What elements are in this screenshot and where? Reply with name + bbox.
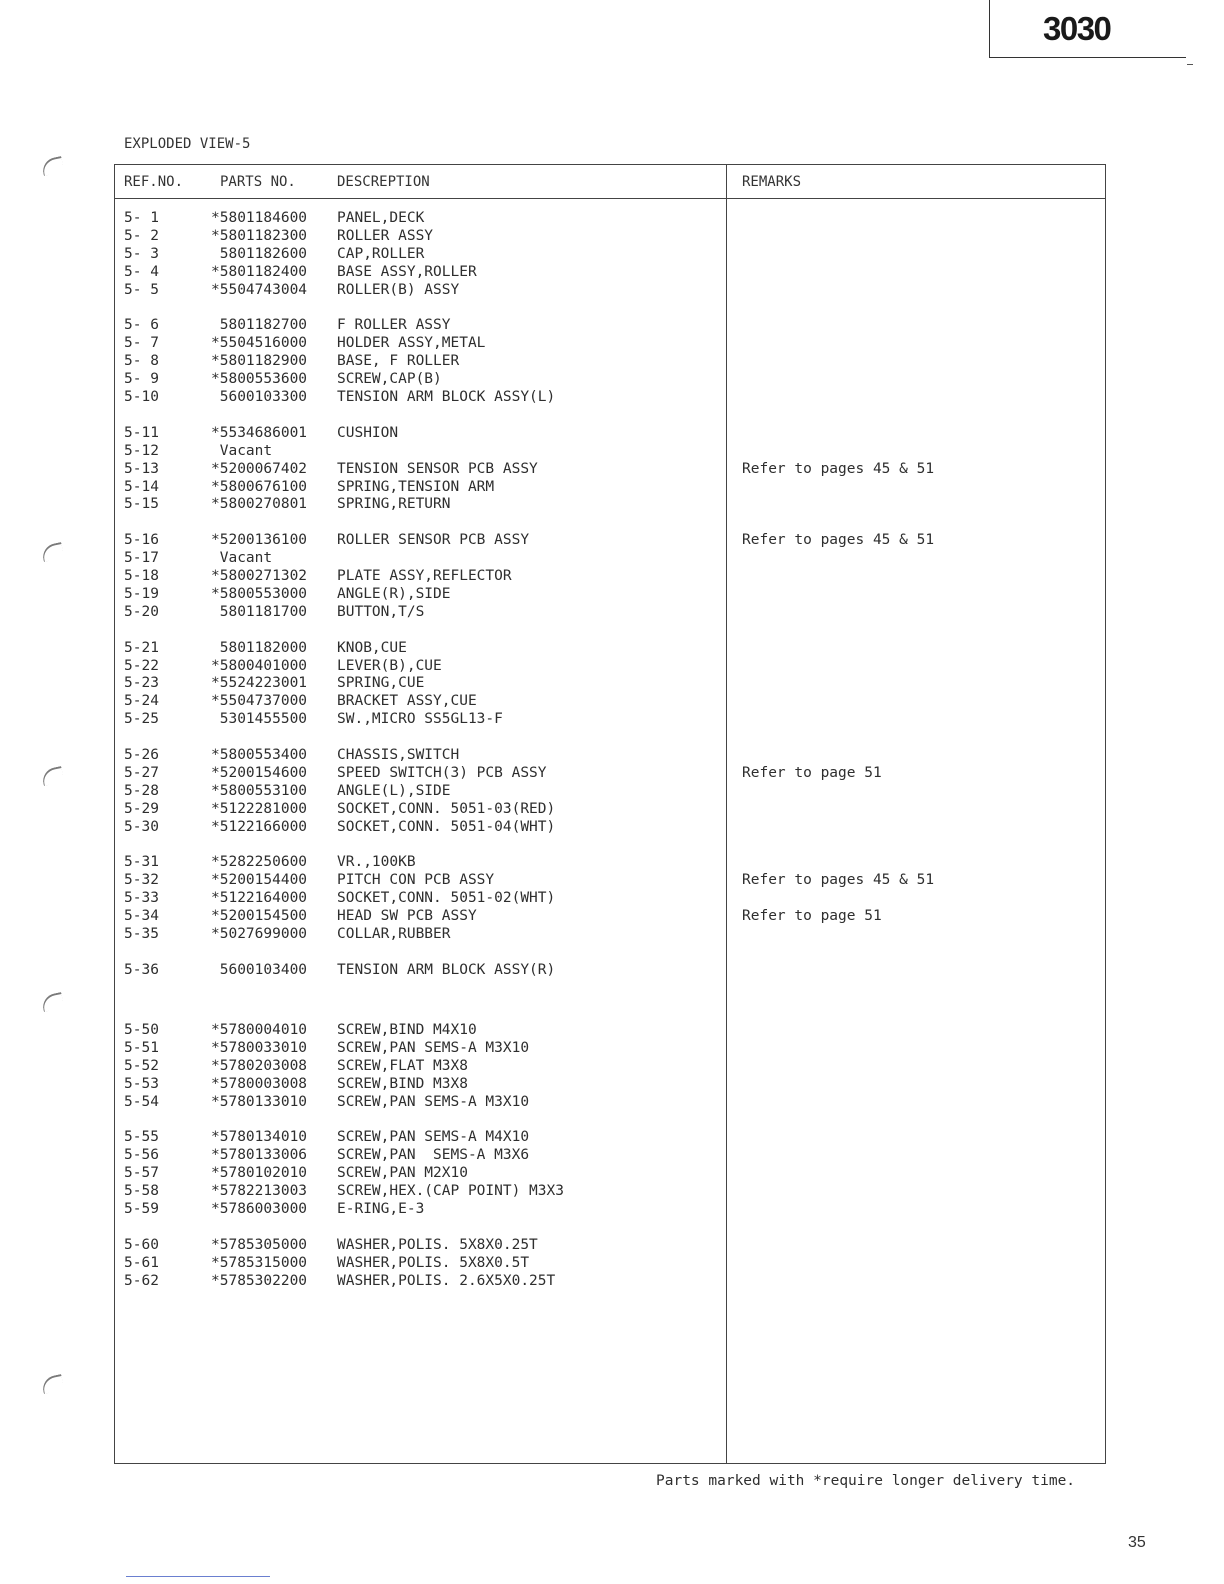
description-cell: HOLDER ASSY,METAL	[337, 335, 486, 352]
part-number-cell: *5800271302	[211, 568, 308, 584]
table-row	[115, 1236, 1105, 1254]
ref-cell: 5- 4	[124, 263, 159, 280]
binder-hole-mark	[41, 156, 65, 176]
ref-cell: 5-32	[124, 872, 159, 889]
table-row	[115, 1039, 1105, 1057]
description-cell: SPRING,CUE	[337, 675, 425, 692]
binder-hole-mark	[41, 1374, 65, 1394]
table-row	[115, 531, 1105, 549]
description-cell: CUSHION	[337, 424, 399, 441]
section-title: EXPLODED VIEW-5	[124, 136, 251, 152]
table-row	[115, 388, 1105, 406]
ref-cell: 5-22	[124, 657, 159, 674]
description-cell: BASE, F ROLLER	[337, 353, 460, 370]
description-cell: WASHER,POLIS. 5X8X0.5T	[337, 1254, 530, 1271]
description-cell: WASHER,POLIS. 2.6X5X0.25T	[337, 1272, 556, 1289]
table-row	[115, 245, 1105, 263]
description-cell: TENSION ARM BLOCK ASSY(R)	[337, 961, 556, 978]
part-number-cell: *5800553600	[211, 371, 308, 388]
table-row	[115, 495, 1105, 513]
part-number-cell: *5800676100	[211, 478, 308, 495]
ref-cell: 5-55	[124, 1129, 159, 1146]
description-cell: COLLAR,RUBBER	[337, 926, 451, 942]
table-row	[115, 818, 1105, 836]
ref-cell: 5- 7	[124, 335, 159, 352]
ref-cell: 5-27	[124, 764, 159, 781]
part-number-cell: Vacant	[211, 442, 273, 459]
part-number-cell: 5301455500	[211, 711, 308, 728]
description-cell: SOCKET,CONN. 5051-02(WHT)	[337, 890, 556, 907]
ref-cell: 5- 1	[124, 210, 159, 226]
description-cell: SCREW,PAN SEMS-A M4X10	[337, 1129, 530, 1146]
remarks-cell: Refer to page 51	[742, 764, 882, 781]
table-row	[115, 889, 1105, 907]
table-row	[115, 1093, 1105, 1111]
part-number-cell: *5504743004	[211, 281, 308, 298]
part-number-cell: 5600103300	[211, 389, 308, 405]
ref-cell: 5- 5	[124, 281, 159, 298]
ref-cell: 5-51	[124, 1039, 159, 1056]
ref-cell: 5-13	[124, 460, 159, 477]
ref-cell: 5-56	[124, 1147, 159, 1164]
part-number-cell: *5524223001	[211, 675, 308, 692]
table-row	[115, 925, 1105, 943]
ref-cell: 5-20	[124, 603, 159, 620]
table-row	[115, 907, 1105, 925]
part-number-cell: *5800401000	[211, 657, 308, 674]
description-cell: PANEL,DECK	[337, 210, 425, 226]
part-number-cell: *5200136100	[211, 532, 308, 549]
ref-cell: 5-31	[124, 854, 159, 871]
part-number-cell: *5200154600	[211, 764, 308, 781]
table-row	[115, 478, 1105, 496]
part-number-cell: *5801182900	[211, 353, 308, 370]
description-cell: PITCH CON PCB ASSY	[337, 872, 495, 889]
table-row	[115, 1164, 1105, 1182]
description-cell: SPRING,RETURN	[337, 496, 451, 513]
table-row	[115, 871, 1105, 889]
table-row	[115, 603, 1105, 621]
ref-cell: 5-54	[124, 1093, 159, 1110]
ref-cell: 5-24	[124, 693, 159, 710]
table-row	[115, 209, 1105, 227]
description-cell: TENSION SENSOR PCB ASSY	[337, 460, 538, 477]
table-row	[115, 639, 1105, 657]
ref-cell: 5-16	[124, 532, 159, 549]
part-number-cell: *5780033010	[211, 1039, 308, 1056]
header-rule	[115, 198, 1105, 199]
part-number-cell: *5800553400	[211, 747, 308, 763]
ref-cell: 5-35	[124, 926, 159, 942]
table-row	[115, 1254, 1105, 1272]
part-number-cell: *5785302200	[211, 1272, 308, 1289]
ref-cell: 5-34	[124, 908, 159, 925]
table-row	[115, 442, 1105, 460]
corner-tick	[1187, 64, 1193, 65]
table-row	[115, 370, 1105, 388]
description-cell: SCREW,CAP(B)	[337, 371, 442, 388]
part-number-cell: *5122166000	[211, 818, 308, 835]
part-number-cell: 5600103400	[211, 961, 308, 978]
description-cell: BUTTON,T/S	[337, 603, 425, 620]
ref-cell: 5-17	[124, 550, 159, 567]
table-row	[115, 334, 1105, 352]
description-cell: SCREW,BIND M4X10	[337, 1022, 477, 1038]
part-number-cell: *5801182400	[211, 263, 308, 280]
remarks-cell: Refer to pages 45 & 51	[742, 872, 935, 889]
binder-hole-mark	[41, 766, 65, 786]
part-number-cell: *5800553000	[211, 585, 308, 602]
part-number-cell: *5801182300	[211, 227, 308, 244]
ref-cell: 5-29	[124, 800, 159, 817]
ref-cell: 5- 6	[124, 317, 159, 334]
table-row	[115, 460, 1105, 478]
description-cell: F ROLLER ASSY	[337, 317, 451, 334]
table-row	[115, 1021, 1105, 1039]
table-row	[115, 782, 1105, 800]
description-cell: ROLLER ASSY	[337, 227, 434, 244]
table-row	[115, 1128, 1105, 1146]
table-row	[115, 1200, 1105, 1218]
ref-cell: 5-60	[124, 1236, 159, 1253]
ref-cell: 5-15	[124, 496, 159, 513]
ref-cell: 5-26	[124, 747, 159, 763]
part-number-cell: *5200154500	[211, 908, 308, 925]
page-number: 35	[1128, 1534, 1146, 1551]
col-header-remarks: REMARKS	[742, 174, 802, 190]
description-cell: SW.,MICRO SS5GL13-F	[337, 711, 503, 728]
table-row	[115, 1272, 1105, 1290]
part-number-cell: 5801182700	[211, 317, 308, 334]
part-number-cell: *5780102010	[211, 1165, 308, 1182]
description-cell: SOCKET,CONN. 5051-03(RED)	[337, 800, 556, 817]
ref-cell: 5-62	[124, 1272, 159, 1289]
part-number-cell: 5801182000	[211, 639, 308, 656]
part-number-cell: *5785305000	[211, 1236, 308, 1253]
part-number-cell: *5780004010	[211, 1022, 308, 1038]
description-cell: SCREW,PAN SEMS-A M3X10	[337, 1093, 530, 1110]
part-number-cell: 5801181700	[211, 603, 308, 620]
description-cell: ANGLE(L),SIDE	[337, 782, 451, 799]
description-cell: VR.,100KB	[337, 854, 416, 871]
ref-cell: 5-19	[124, 585, 159, 602]
part-number-cell: *5534686001	[211, 424, 308, 441]
ref-cell: 5-10	[124, 389, 159, 405]
table-row	[115, 281, 1105, 299]
part-number-cell: *5780133006	[211, 1147, 308, 1164]
ref-cell: 5-30	[124, 818, 159, 835]
description-cell: LEVER(B),CUE	[337, 657, 442, 674]
description-cell: SPRING,TENSION ARM	[337, 478, 495, 495]
description-cell: CHASSIS,SWITCH	[337, 747, 460, 763]
part-number-cell: *5504516000	[211, 335, 308, 352]
description-cell: SCREW,PAN M2X10	[337, 1165, 468, 1182]
description-cell: SCREW,FLAT M3X8	[337, 1057, 468, 1074]
table-row	[115, 692, 1105, 710]
description-cell: E-RING,E-3	[337, 1201, 425, 1217]
part-number-cell: 5801182600	[211, 245, 308, 262]
binder-hole-mark	[41, 992, 65, 1012]
part-number-cell: *5785315000	[211, 1254, 308, 1271]
part-number-cell: *5027699000	[211, 926, 308, 942]
part-number-cell: *5800553100	[211, 782, 308, 799]
part-number-cell: *5786003000	[211, 1201, 308, 1217]
ref-cell: 5-33	[124, 890, 159, 907]
description-cell: ROLLER(B) ASSY	[337, 281, 460, 298]
table-row	[115, 424, 1105, 442]
table-row	[115, 352, 1105, 370]
ref-cell: 5- 2	[124, 227, 159, 244]
table-row	[115, 1075, 1105, 1093]
ref-cell: 5-58	[124, 1183, 159, 1200]
ref-cell: 5-57	[124, 1165, 159, 1182]
part-number-cell: *5800270801	[211, 496, 308, 513]
description-cell: KNOB,CUE	[337, 639, 407, 656]
table-row	[115, 549, 1105, 567]
description-cell: ANGLE(R),SIDE	[337, 585, 451, 602]
binder-hole-mark	[41, 542, 65, 562]
ref-cell: 5- 9	[124, 371, 159, 388]
remarks-cell: Refer to page 51	[742, 908, 882, 925]
model-number: 3030	[1043, 10, 1111, 47]
ref-cell: 5- 8	[124, 353, 159, 370]
part-number-cell: *5504737000	[211, 693, 308, 710]
part-number-cell: *5782213003	[211, 1183, 308, 1200]
ref-cell: 5-12	[124, 442, 159, 459]
ref-cell: 5-52	[124, 1057, 159, 1074]
description-cell: HEAD SW PCB ASSY	[337, 908, 477, 925]
ref-cell: 5-28	[124, 782, 159, 799]
description-cell: SCREW,PAN SEMS-A M3X10	[337, 1039, 530, 1056]
col-header-description: DESCREPTION	[337, 174, 430, 190]
table-row	[115, 657, 1105, 675]
ref-cell: 5-50	[124, 1022, 159, 1038]
part-number-cell: *5200067402	[211, 460, 308, 477]
parts-table	[114, 164, 1106, 1464]
part-number-cell: Vacant	[211, 550, 273, 567]
bottom-rule	[126, 1576, 270, 1577]
table-row	[115, 227, 1105, 245]
table-row	[115, 585, 1105, 603]
part-number-cell: *5122281000	[211, 800, 308, 817]
ref-cell: 5-11	[124, 424, 159, 441]
part-number-cell: *5780134010	[211, 1129, 308, 1146]
table-row	[115, 853, 1105, 871]
description-cell: WASHER,POLIS. 5X8X0.25T	[337, 1236, 538, 1253]
ref-cell: 5- 3	[124, 245, 159, 262]
table-row	[115, 1146, 1105, 1164]
ref-cell: 5-53	[124, 1075, 159, 1092]
ref-cell: 5-14	[124, 478, 159, 495]
description-cell: SPEED SWITCH(3) PCB ASSY	[337, 764, 547, 781]
description-cell: SCREW,HEX.(CAP POINT) M3X3	[337, 1183, 564, 1200]
ref-cell: 5-21	[124, 639, 159, 656]
col-header-parts: PARTS NO.	[220, 174, 296, 190]
table-row	[115, 961, 1105, 979]
table-row	[115, 1057, 1105, 1075]
ref-cell: 5-59	[124, 1201, 159, 1217]
col-header-ref: REF.NO.	[124, 174, 184, 190]
remarks-cell: Refer to pages 45 & 51	[742, 460, 935, 477]
description-cell: CAP,ROLLER	[337, 245, 425, 262]
description-cell: SCREW,PAN SEMS-A M3X6	[337, 1147, 530, 1164]
description-cell: SOCKET,CONN. 5051-04(WHT)	[337, 818, 556, 835]
ref-cell: 5-23	[124, 675, 159, 692]
table-row	[115, 764, 1105, 782]
table-row	[115, 567, 1105, 585]
description-cell: TENSION ARM BLOCK ASSY(L)	[337, 389, 556, 405]
description-cell: SCREW,BIND M3X8	[337, 1075, 468, 1092]
description-cell: BRACKET ASSY,CUE	[337, 693, 477, 710]
part-number-cell: *5122164000	[211, 890, 308, 907]
description-cell: PLATE ASSY,REFLECTOR	[337, 568, 512, 584]
description-cell: ROLLER SENSOR PCB ASSY	[337, 532, 530, 549]
table-row	[115, 746, 1105, 764]
footer-note: Parts marked with *require longer delivery time.	[656, 1473, 1076, 1489]
table-row	[115, 710, 1105, 728]
table-row	[115, 800, 1105, 818]
part-number-cell: *5200154400	[211, 872, 308, 889]
remarks-cell: Refer to pages 45 & 51	[742, 532, 935, 549]
part-number-cell: *5282250600	[211, 854, 308, 871]
ref-cell: 5-36	[124, 961, 159, 978]
table-row	[115, 263, 1105, 281]
ref-cell: 5-18	[124, 568, 159, 584]
part-number-cell: *5780203008	[211, 1057, 308, 1074]
table-row	[115, 1182, 1105, 1200]
part-number-cell: *5801184600	[211, 210, 308, 226]
table-row	[115, 674, 1105, 692]
ref-cell: 5-25	[124, 711, 159, 728]
description-cell: BASE ASSY,ROLLER	[337, 263, 477, 280]
part-number-cell: *5780003008	[211, 1075, 308, 1092]
part-number-cell: *5780133010	[211, 1093, 308, 1110]
ref-cell: 5-61	[124, 1254, 159, 1271]
table-row	[115, 316, 1105, 334]
